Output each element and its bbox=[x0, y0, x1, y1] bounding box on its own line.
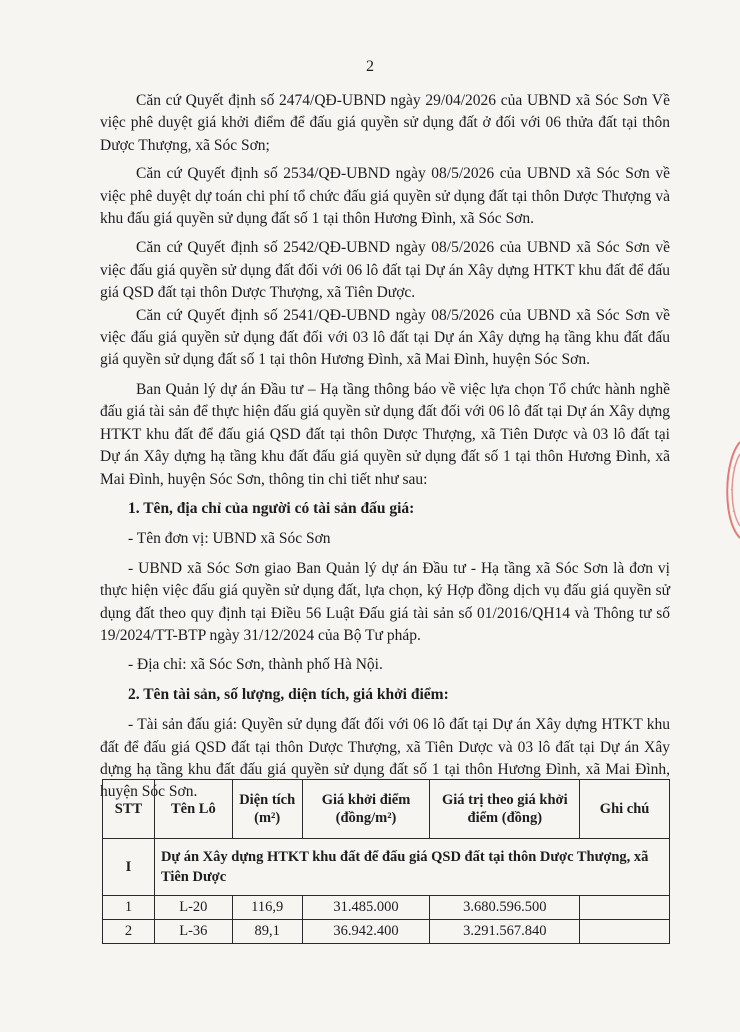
svg-text:·: · bbox=[732, 508, 735, 516]
table-header-row bbox=[103, 780, 670, 839]
row-ghi-chu bbox=[580, 896, 670, 920]
svg-text:·: · bbox=[730, 486, 733, 494]
row-ten-lo: L-20 bbox=[154, 896, 232, 920]
row-ghi-chu bbox=[580, 920, 670, 944]
header-gia-khoi-diem-label: Giá khởi điểm bbox=[321, 792, 411, 808]
table-row bbox=[103, 896, 670, 920]
header-dien-tich-unit: (m²) bbox=[254, 810, 281, 826]
row-stt: 2 bbox=[103, 920, 155, 944]
header-gia-tri: Giá trị theo giá khởi điểm (đồng) bbox=[430, 780, 580, 839]
group-title: Dự án Xây dựng HTKT khu đất để đấu giá QSD đất tại thôn Dược Thượng, xã Tiên Dược bbox=[154, 839, 669, 896]
header-ten-lo: Tên Lô bbox=[154, 780, 232, 839]
section-2-heading: 2. Tên tài sản, số lượng, diện tích, giá khởi điểm: bbox=[128, 685, 449, 703]
paragraph-legal-basis-1: Căn cứ Quyết định số 2474/QĐ-UBND ngày 29/04/2026 của UBND xã Sóc Sơn Về việc phê duyệt giá khởi điểm để đấu giá quyền sử dụng đất ở đối với 06 thửa đất tại thôn Dược Thượng, xã Sóc Sơn; bbox=[100, 92, 670, 154]
paragraph-announcement: Ban Quản lý dự án Đầu tư – Hạ tầng thông báo về việc lựa chọn Tổ chức hành nghề đấu giá tài sản để thực hiện đấu giá quyền sử dụng đất đối với 06 lô đất tại Dự án Xây dựng HTKT khu đất để đấu giá QSD đất tại thôn Dược Thượng, xã Tiên Dược và 03 lô đất tại Dự án Xây dựng hạ tầng khu đất đấu giá quyền sử dụng đất số 1 tại thôn Hương Đình, xã Mai Đình, huyện Sóc Sơn, thông tin chi tiết như sau: bbox=[100, 380, 670, 488]
section-1-item-unit: - Tên đơn vị: UBND xã Sóc Sơn bbox=[128, 530, 331, 548]
svg-text:·: · bbox=[732, 464, 735, 472]
row-gia-tri: 3.291.567.840 bbox=[430, 920, 580, 944]
paragraph-legal-basis-4: Căn cứ Quyết định số 2541/QĐ-UBND ngày 08/5/2026 của UBND xã Sóc Sơn về việc đấu giá quyền sử dụng đất đối với 03 lô đất tại Dự án Xây dựng hạ tầng khu đất đấu giá quyền sử dụng đất số 1 tại thôn Hương Đình, xã Mai Đình, huyện Sóc Sơn. bbox=[100, 306, 670, 369]
header-dien-tich-label: Diện tích bbox=[239, 792, 296, 808]
table-group-row bbox=[103, 839, 670, 896]
header-gia-khoi-diem bbox=[302, 780, 430, 839]
row-dien-tich: 116,9 bbox=[232, 896, 302, 920]
row-ten-lo: L-36 bbox=[154, 920, 232, 944]
paragraph-legal-basis-2: Căn cứ Quyết định số 2534/QĐ-UBND ngày 08/5/2026 của UBND xã Sóc Sơn về việc phê duyệt dự toán chi phí tổ chức đấu giá quyền sử dụng đất tại thôn Dược Thượng và khu đấu giá quyền sử dụng đất số 1 tại thôn Hương Đình, xã Sóc Sơn. bbox=[100, 165, 670, 228]
paragraph-legal-basis-3: Căn cứ Quyết định số 2542/QĐ-UBND ngày 08/5/2026 của UBND xã Sóc Sơn về việc đấu giá quyền sử dụng đất đối với 06 lô đất tại Dự án Xây dựng HTKT khu đất để đấu giá QSD đất tại thôn Dược Thượng, xã Tiên Dược. bbox=[100, 239, 670, 302]
header-stt: STT bbox=[103, 780, 155, 839]
section-1-heading: 1. Tên, địa chỉ của người có tài sản đấu giá: bbox=[128, 499, 415, 517]
asset-table bbox=[102, 779, 670, 944]
row-gia-khoi-diem: 36.942.400 bbox=[302, 920, 430, 944]
group-stt: I bbox=[103, 839, 155, 896]
row-gia-khoi-diem: 31.485.000 bbox=[302, 896, 430, 920]
row-dien-tich: 89,1 bbox=[232, 920, 302, 944]
section-2-intro: - Tài sản đấu giá: Quyền sử dụng đất đối với 06 lô đất tại Dự án Xây dựng HTKT khu đất để đấu giá QSD đất tại thôn Dược Thượng, xã Tiên Dược và 03 lô đất tại Dự án Xây dựng hạ tầng khu đất đấu giá quyền sử dụng đất số 1 tại thôn Hương Đình, xã Mai Đình, huyện Sóc Sơn. bbox=[100, 716, 670, 801]
document-body bbox=[100, 90, 670, 811]
row-gia-tri: 3.680.596.500 bbox=[430, 896, 580, 920]
header-gia-khoi-diem-unit: (đồng/m²) bbox=[335, 810, 397, 826]
row-stt: 1 bbox=[103, 896, 155, 920]
table-row bbox=[103, 920, 670, 944]
page-number: 2 bbox=[366, 58, 374, 75]
section-1-item-assignment: - UBND xã Sóc Sơn giao Ban Quản lý dự án Đầu tư - Hạ tầng xã Sóc Sơn là đơn vị thực hiện việc đấu giá quyền sử dụng đất, lựa chọn, ký Hợp đồng dịch vụ đấu giá quyền sử dụng đất theo quy định tại Điều 56 Luật Đấu giá tài sản số 01/2016/QH14 và Thông tư số 19/2024/TT-BTP ngày 31/12/2024 của Bộ Tư pháp. bbox=[100, 559, 670, 644]
red-stamp-edge bbox=[718, 440, 740, 540]
header-dien-tich bbox=[232, 780, 302, 839]
section-1-item-address: - Địa chỉ: xã Sóc Sơn, thành phố Hà Nội. bbox=[128, 656, 383, 674]
header-ghi-chu: Ghi chú bbox=[580, 780, 670, 839]
